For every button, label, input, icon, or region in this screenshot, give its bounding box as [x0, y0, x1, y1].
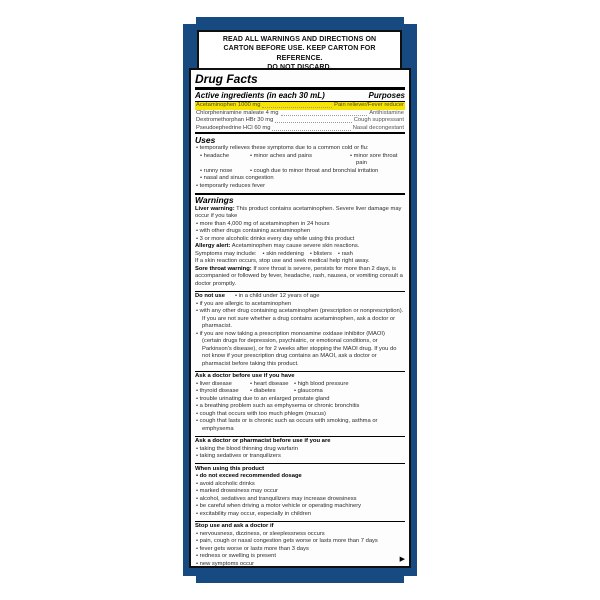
active-ingredients-label: Active ingredients (in each 30 mL)	[195, 91, 325, 100]
ingredient-row-dextromethorphan	[195, 117, 405, 125]
warnings-title: Warnings	[195, 195, 234, 205]
uses-main-bullet: • temporarily relieves these symptoms due to a common cold or flu:	[195, 145, 405, 153]
ingredient-row-acetaminophen	[195, 102, 405, 110]
ask-pharmacist-bullets	[195, 446, 405, 461]
uses-symptom: • nasal and sinus congestion	[199, 175, 274, 183]
ask-doctor-title: Ask a doctor before use if you have	[195, 373, 295, 379]
drug-facts-panel	[189, 68, 411, 568]
when-using-bullet: • avoid alcoholic drinks	[195, 481, 405, 489]
dotted-leader	[262, 107, 332, 108]
stop-use-section	[195, 521, 405, 571]
liver-warning-text: This product contains acetaminophen. Severe liver damage may occur if you take	[195, 205, 402, 219]
symptom-item: • rash	[338, 251, 353, 257]
do-not-use-label: Do not use	[195, 293, 225, 299]
warning-bullet: • 3 or more alcoholic drinks every day while using this product	[195, 236, 405, 244]
do-not-use-bullet: • if you are now taking a prescription monoamine oxidase inhibitor (MAOI) (certain drugs for depression, psychiatric, or emotional conditions, or Parkinson's disease), or for 2 weeks after stopping the MAOI drug. If you do not know if your prescription drug contains an MAOI, ask a doctor or pharmacist before taking this product.	[195, 331, 405, 369]
dotted-leader	[272, 130, 350, 131]
uses-symptoms-row	[195, 153, 405, 168]
ingredient-row-pseudoephedrine	[195, 125, 405, 133]
skin-reaction-text: If a skin reaction occurs, stop use and seek medical help right away.	[195, 258, 370, 264]
uses-symptom: • headache	[199, 153, 249, 168]
liver-warning-bullets	[195, 221, 405, 244]
allergy-alert-label: Allergy alert:	[195, 243, 231, 249]
ask-doctor-section	[195, 371, 405, 436]
ask-pharmacist-bullet: • taking sedatives or tranquilizers	[195, 453, 405, 461]
when-using-bullet: • alcohol, sedatives and tranquilizers may increase drowsiness	[195, 496, 405, 504]
ingredient-name: Dextromethorphan HBr 30 mg	[196, 117, 274, 123]
ask-doctor-bullet: • cough that occurs with too much phlegm (mucus)	[195, 411, 405, 419]
when-using-title: When using this product	[195, 465, 265, 472]
carton-warning-line: CARTON BEFORE USE. KEEP CARTON FOR REFERENCE.	[223, 45, 376, 62]
ingredient-purpose: Nasal decongestant	[352, 124, 404, 131]
condition: • heart disease	[249, 381, 293, 389]
ask-doctor-bullet: • trouble urinating due to an enlarged prostate gland	[195, 396, 405, 404]
liver-warning-label: Liver warning:	[195, 205, 235, 212]
stop-use-bullet: • nervousness, dizziness, or sleeplessness occurs	[195, 531, 405, 539]
stop-use-bullets	[195, 531, 405, 569]
ask-pharmacist-title: Ask a doctor or pharmacist before use if you are	[195, 438, 331, 444]
uses-symptom: • minor aches and pains	[249, 153, 349, 168]
active-ingredients-header	[195, 91, 405, 102]
ingredient-name: Chlorpheniramine maleate 4 mg	[196, 109, 279, 116]
when-using-bold-bullet: • do not exceed recommended dosage	[195, 473, 405, 481]
ingredient-purpose: Cough suppressant	[353, 117, 404, 123]
symptoms-list	[257, 251, 353, 257]
do-not-use-inline: • in a child under 12 years of age	[235, 293, 320, 299]
stop-use-title: Stop use and ask a doctor if	[195, 523, 274, 529]
ingredient-purpose: Antihistamine	[369, 109, 404, 116]
ask-doctor-conditions-row	[195, 381, 405, 389]
condition: • high blood pressure	[293, 381, 405, 389]
ingredient-row-chlorpheniramine	[195, 110, 405, 118]
when-using-section	[195, 463, 405, 521]
liver-warning	[195, 206, 405, 221]
ask-doctor-conditions-row	[195, 388, 405, 396]
symptom-item: • skin reddening	[263, 251, 304, 257]
purposes-label: Purposes	[368, 91, 405, 100]
ask-pharmacist-section	[195, 436, 405, 464]
condition: • thyroid disease	[195, 388, 249, 396]
drug-facts-title: Drug Facts	[195, 72, 258, 86]
uses-last-bullet: • temporarily reduces fever	[195, 183, 405, 191]
do-not-use-bullet: • with any other drug containing acetaminophen (prescription or nonprescription). If you are not sure whether a drug contains acetaminophen, ask a doctor or pharmacist.	[195, 308, 405, 331]
ingredient-name: Acetaminophen 1000 mg	[196, 102, 261, 108]
uses-symptoms-row	[195, 168, 405, 176]
uses-section	[195, 132, 405, 193]
uses-symptom: • runny nose	[199, 168, 249, 176]
stop-use-bullet: • pain, cough or nasal congestion gets worse or lasts more than 7 days	[195, 538, 405, 546]
continued-arrow-icon: ▶	[399, 556, 405, 563]
ingredient-purpose: Pain reliever/Fever reducer	[334, 102, 404, 108]
do-not-use-bullets	[195, 301, 405, 369]
thick-divider	[195, 87, 405, 90]
symptoms-line	[195, 251, 405, 259]
ask-doctor-bullet: • cough that lasts or is chronic such as occurs with smoking, asthma or emphysema	[195, 418, 405, 433]
warnings-section	[195, 193, 405, 291]
carton-warning-line: READ ALL WARNINGS AND DIRECTIONS ON	[222, 36, 377, 43]
uses-symptoms-row	[195, 175, 405, 183]
sore-throat-warning	[195, 266, 405, 289]
ask-pharmacist-bullet: • taking the blood thinning drug warfarin	[195, 446, 405, 454]
allergy-alert	[195, 243, 405, 251]
stop-use-bullet: • new symptoms occur	[195, 561, 405, 569]
when-using-bullet: • marked drowsiness may occur	[195, 488, 405, 496]
when-using-bullet: • excitability may occur, especially in children	[195, 511, 405, 519]
dotted-leader	[281, 115, 368, 116]
sore-throat-warning-text: If sore throat is severe, persists for more than 2 days, is accompanied or followed by fever, headache, rash, nausea, or vomiting consult a doctor promptly.	[195, 265, 403, 287]
do-not-use-bullet: • if you are allergic to acetaminophen	[195, 301, 405, 309]
stop-use-bullet: • redness or swelling is present	[195, 553, 405, 561]
warning-bullet: • with other drugs containing acetaminophen	[195, 228, 405, 236]
condition: • glaucoma	[293, 388, 405, 396]
symptoms-label: Symptoms may include:	[195, 250, 257, 257]
condition: • diabetes	[249, 388, 293, 396]
uses-symptom: • cough due to minor throat and bronchial irritation	[249, 168, 378, 176]
uses-symptom: • minor sore throat pain	[349, 153, 405, 168]
do-not-use-first-line	[195, 293, 405, 301]
warning-bullet: • more than 4,000 mg of acetaminophen in 24 hours	[195, 221, 405, 229]
allergy-alert-text: Acetaminophen may cause severe skin reactions.	[231, 243, 360, 249]
condition: • liver disease	[195, 381, 249, 389]
symptom-item: • blisters	[310, 251, 332, 257]
when-using-bullets	[195, 481, 405, 519]
uses-title: Uses	[195, 134, 216, 145]
ingredient-name: Pseudoephedrine HCl 60 mg	[196, 124, 271, 131]
ask-doctor-bullets	[195, 396, 405, 434]
do-not-use-section	[195, 291, 405, 371]
stop-use-bullet: • fever gets worse or lasts more than 3 days	[195, 546, 405, 554]
when-using-bullet: • be careful when driving a motor vehicle or operating machinery	[195, 503, 405, 511]
ask-doctor-bullet: • a breathing problem such as emphysema or chronic bronchitis	[195, 403, 405, 411]
dotted-leader	[275, 122, 351, 123]
sore-throat-warning-label: Sore throat warning:	[195, 265, 252, 272]
